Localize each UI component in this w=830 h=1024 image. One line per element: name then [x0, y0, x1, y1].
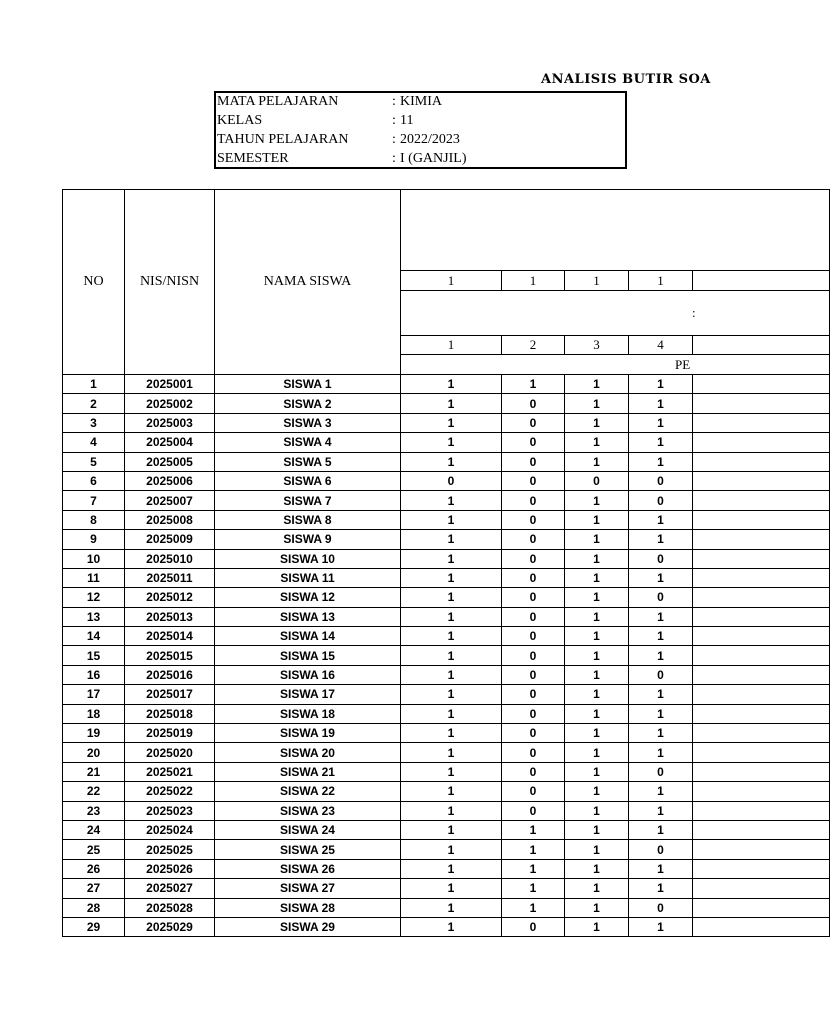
nis-cell: 2025001	[125, 375, 215, 394]
score-cell	[693, 433, 830, 452]
score-cell: 1	[401, 588, 502, 607]
score-cell	[693, 782, 830, 801]
score-cell: 1	[565, 685, 629, 704]
nis-cell: 2025022	[125, 782, 215, 801]
score-cell: 1	[502, 898, 565, 917]
score-cell: 0	[502, 704, 565, 723]
score-cell: 1	[401, 859, 502, 878]
score-cell: 1	[629, 607, 693, 626]
row-number-cell: 24	[63, 820, 125, 839]
score-cell: 1	[401, 820, 502, 839]
score-cell	[693, 801, 830, 820]
score-cell	[693, 530, 830, 549]
nis-cell: 2025011	[125, 568, 215, 587]
score-cell	[693, 704, 830, 723]
score-cell: 1	[565, 491, 629, 510]
score-cell	[693, 607, 830, 626]
table-row	[63, 917, 830, 936]
score-cell: 1	[401, 782, 502, 801]
student-name-cell: SISWA 19	[215, 724, 401, 743]
score-cell: 1	[401, 413, 502, 432]
nis-cell: 2025007	[125, 491, 215, 510]
score-cell: 0	[502, 782, 565, 801]
student-name-cell: SISWA 21	[215, 762, 401, 781]
score-cell: 1	[401, 879, 502, 898]
nis-cell: 2025010	[125, 549, 215, 568]
info-label: TAHUN PELAJARAN	[217, 132, 349, 147]
info-label: KELAS	[217, 113, 263, 128]
header-top-cell: 1	[565, 271, 629, 291]
score-cell: 1	[401, 801, 502, 820]
score-cell: 1	[502, 375, 565, 394]
score-cell	[693, 627, 830, 646]
score-cell: 1	[565, 704, 629, 723]
row-number-cell: 12	[63, 588, 125, 607]
item-number-cell: 4	[629, 336, 693, 355]
row-number-cell: 25	[63, 840, 125, 859]
score-cell: 1	[565, 898, 629, 917]
row-number-cell: 18	[63, 704, 125, 723]
score-cell: 1	[401, 917, 502, 936]
score-cell: 0	[629, 898, 693, 917]
score-cell	[693, 549, 830, 568]
score-cell: 1	[629, 724, 693, 743]
student-name-cell: SISWA 15	[215, 646, 401, 665]
table-row	[63, 375, 830, 394]
score-cell: 1	[565, 413, 629, 432]
score-cell: 1	[565, 530, 629, 549]
score-cell: 1	[401, 375, 502, 394]
student-name-cell: SISWA 17	[215, 685, 401, 704]
score-cell: 0	[502, 491, 565, 510]
row-number-cell: 5	[63, 452, 125, 471]
table-row	[63, 685, 830, 704]
nis-cell: 2025013	[125, 607, 215, 626]
table-row	[63, 762, 830, 781]
score-cell: 1	[401, 840, 502, 859]
nis-cell: 2025017	[125, 685, 215, 704]
info-row-class	[216, 112, 625, 131]
header-middle-fragment: :	[692, 305, 696, 320]
row-number-cell: 2	[63, 394, 125, 413]
info-label: MATA PELAJARAN	[217, 94, 339, 109]
score-cell: 1	[565, 840, 629, 859]
score-cell: 0	[502, 724, 565, 743]
table-row	[63, 646, 830, 665]
row-number-cell: 29	[63, 917, 125, 936]
nis-cell: 2025029	[125, 917, 215, 936]
row-number-cell: 8	[63, 510, 125, 529]
score-cell: 1	[629, 685, 693, 704]
nis-cell: 2025023	[125, 801, 215, 820]
score-table	[62, 189, 830, 937]
score-cell	[693, 879, 830, 898]
nis-cell: 2025006	[125, 471, 215, 490]
score-cell: 1	[502, 840, 565, 859]
score-cell	[693, 685, 830, 704]
info-value: I (GANJIL)	[400, 151, 467, 166]
student-name-cell: SISWA 5	[215, 452, 401, 471]
header-nis: NIS/NISN	[125, 190, 215, 375]
table-row	[63, 743, 830, 762]
student-name-cell: SISWA 14	[215, 627, 401, 646]
table-row	[63, 820, 830, 839]
score-cell: 1	[629, 530, 693, 549]
score-cell: 1	[565, 375, 629, 394]
table-row	[63, 491, 830, 510]
score-cell	[693, 510, 830, 529]
score-cell: 1	[629, 859, 693, 878]
score-cell: 0	[565, 471, 629, 490]
score-cell: 1	[629, 704, 693, 723]
nis-cell: 2025024	[125, 820, 215, 839]
score-cell: 1	[401, 549, 502, 568]
score-cell: 1	[629, 568, 693, 587]
subject-info-box	[214, 91, 627, 169]
score-cell: 1	[565, 917, 629, 936]
student-name-cell: SISWA 4	[215, 433, 401, 452]
score-cell	[693, 743, 830, 762]
score-cell: 0	[502, 917, 565, 936]
nis-cell: 2025014	[125, 627, 215, 646]
row-number-cell: 28	[63, 898, 125, 917]
score-cell: 0	[502, 685, 565, 704]
score-cell	[693, 859, 830, 878]
score-cell	[693, 491, 830, 510]
header-blank-area	[401, 190, 830, 271]
score-cell: 1	[565, 588, 629, 607]
score-cell	[693, 820, 830, 839]
score-cell: 1	[629, 627, 693, 646]
header-bottom-band	[401, 355, 830, 375]
row-number-cell: 26	[63, 859, 125, 878]
score-cell	[693, 413, 830, 432]
score-cell: 0	[629, 549, 693, 568]
score-cell: 0	[502, 801, 565, 820]
score-cell: 1	[629, 433, 693, 452]
score-cell: 1	[565, 394, 629, 413]
nis-cell: 2025009	[125, 530, 215, 549]
score-cell	[693, 394, 830, 413]
score-cell: 0	[502, 433, 565, 452]
row-number-cell: 14	[63, 627, 125, 646]
nis-cell: 2025020	[125, 743, 215, 762]
score-cell: 1	[629, 375, 693, 394]
score-cell: 1	[401, 491, 502, 510]
score-cell: 1	[401, 530, 502, 549]
score-cell: 0	[629, 471, 693, 490]
score-cell: 0	[629, 665, 693, 684]
score-cell	[693, 588, 830, 607]
row-number-cell: 16	[63, 665, 125, 684]
score-cell: 0	[502, 607, 565, 626]
score-cell: 0	[502, 568, 565, 587]
score-grid	[62, 189, 696, 937]
student-name-cell: SISWA 10	[215, 549, 401, 568]
item-number-cell: 2	[502, 336, 565, 355]
score-cell: 1	[565, 568, 629, 587]
nis-cell: 2025008	[125, 510, 215, 529]
score-cell: 0	[502, 413, 565, 432]
score-cell: 1	[629, 917, 693, 936]
header-no: NO	[63, 190, 125, 375]
score-cell	[693, 665, 830, 684]
header-top-cell: 1	[401, 271, 502, 291]
score-cell: 0	[502, 549, 565, 568]
score-cell: 1	[401, 665, 502, 684]
nis-cell: 2025002	[125, 394, 215, 413]
score-cell: 1	[401, 704, 502, 723]
score-cell: 0	[629, 588, 693, 607]
student-name-cell: SISWA 16	[215, 665, 401, 684]
student-name-cell: SISWA 24	[215, 820, 401, 839]
score-cell: 1	[565, 646, 629, 665]
score-cell: 1	[629, 879, 693, 898]
student-name-cell: SISWA 22	[215, 782, 401, 801]
table-row	[63, 704, 830, 723]
score-cell: 1	[401, 510, 502, 529]
score-cell: 1	[565, 859, 629, 878]
score-cell: 1	[401, 452, 502, 471]
score-cell: 1	[401, 607, 502, 626]
student-name-cell: SISWA 8	[215, 510, 401, 529]
row-number-cell: 27	[63, 879, 125, 898]
table-row	[63, 665, 830, 684]
score-cell: 1	[401, 568, 502, 587]
nis-cell: 2025004	[125, 433, 215, 452]
score-cell	[693, 898, 830, 917]
row-number-cell: 23	[63, 801, 125, 820]
row-number-cell: 20	[63, 743, 125, 762]
row-number-cell: 3	[63, 413, 125, 432]
table-row	[63, 879, 830, 898]
student-name-cell: SISWA 11	[215, 568, 401, 587]
row-number-cell: 4	[63, 433, 125, 452]
score-cell: 1	[401, 762, 502, 781]
table-row	[63, 588, 830, 607]
score-cell: 1	[401, 685, 502, 704]
row-number-cell: 15	[63, 646, 125, 665]
header-middle-band	[401, 291, 830, 336]
table-row	[63, 433, 830, 452]
table-row	[63, 724, 830, 743]
score-cell: 1	[565, 724, 629, 743]
info-colon: :	[392, 151, 396, 166]
score-cell: 0	[502, 394, 565, 413]
nis-cell: 2025003	[125, 413, 215, 432]
nis-cell: 2025021	[125, 762, 215, 781]
info-value: 11	[400, 113, 414, 128]
score-cell: 0	[401, 471, 502, 490]
table-row	[63, 801, 830, 820]
row-number-cell: 21	[63, 762, 125, 781]
score-cell: 1	[565, 743, 629, 762]
nis-cell: 2025027	[125, 879, 215, 898]
table-row	[63, 413, 830, 432]
item-number-cell: 1	[401, 336, 502, 355]
nis-cell: 2025028	[125, 898, 215, 917]
score-cell: 1	[629, 801, 693, 820]
score-cell: 1	[565, 452, 629, 471]
score-cell: 0	[502, 627, 565, 646]
info-row-subject	[216, 93, 625, 112]
score-cell: 1	[565, 782, 629, 801]
nis-cell: 2025005	[125, 452, 215, 471]
row-number-cell: 1	[63, 375, 125, 394]
score-cell: 0	[502, 471, 565, 490]
item-number-cell	[693, 336, 830, 355]
table-row	[63, 549, 830, 568]
score-cell: 1	[565, 665, 629, 684]
row-number-cell: 9	[63, 530, 125, 549]
score-cell	[693, 762, 830, 781]
nis-cell: 2025018	[125, 704, 215, 723]
score-cell: 0	[629, 840, 693, 859]
score-cell: 1	[401, 627, 502, 646]
score-cell: 0	[502, 510, 565, 529]
score-cell: 0	[502, 452, 565, 471]
score-cell: 1	[629, 646, 693, 665]
student-name-cell: SISWA 9	[215, 530, 401, 549]
score-cell: 1	[565, 801, 629, 820]
student-name-cell: SISWA 26	[215, 859, 401, 878]
header-bottom-fragment: PE	[675, 356, 691, 372]
score-cell: 1	[401, 646, 502, 665]
table-row	[63, 840, 830, 859]
info-row-year	[216, 131, 625, 150]
info-colon: :	[392, 94, 396, 109]
score-cell: 1	[565, 549, 629, 568]
score-cell: 1	[565, 607, 629, 626]
row-number-cell: 13	[63, 607, 125, 626]
score-cell: 0	[502, 762, 565, 781]
score-cell	[693, 917, 830, 936]
score-cell: 1	[401, 724, 502, 743]
info-value: 2022/2023	[400, 132, 460, 147]
student-name-cell: SISWA 29	[215, 917, 401, 936]
student-name-cell: SISWA 6	[215, 471, 401, 490]
info-label: SEMESTER	[217, 151, 289, 166]
row-number-cell: 11	[63, 568, 125, 587]
score-cell: 1	[629, 782, 693, 801]
student-name-cell: SISWA 27	[215, 879, 401, 898]
table-row	[63, 627, 830, 646]
student-name-cell: SISWA 3	[215, 413, 401, 432]
header-top-cell: 1	[502, 271, 565, 291]
score-cell	[693, 724, 830, 743]
score-cell	[693, 375, 830, 394]
score-cell: 1	[565, 820, 629, 839]
sheet-title: ANALISIS BUTIR SOA	[541, 72, 711, 87]
score-cell: 1	[565, 879, 629, 898]
nis-cell: 2025026	[125, 859, 215, 878]
table-row	[63, 607, 830, 626]
nis-cell: 2025015	[125, 646, 215, 665]
nis-cell: 2025019	[125, 724, 215, 743]
score-cell	[693, 471, 830, 490]
table-row	[63, 394, 830, 413]
table-row	[63, 510, 830, 529]
table-row	[63, 568, 830, 587]
score-cell: 0	[502, 743, 565, 762]
student-name-cell: SISWA 18	[215, 704, 401, 723]
score-cell: 1	[565, 433, 629, 452]
nis-cell: 2025012	[125, 588, 215, 607]
header-nama-siswa: NAMA SISWA	[215, 190, 401, 375]
score-cell	[693, 452, 830, 471]
row-number-cell: 10	[63, 549, 125, 568]
score-cell: 1	[629, 743, 693, 762]
score-cell: 0	[502, 530, 565, 549]
nis-cell: 2025025	[125, 840, 215, 859]
score-cell: 0	[629, 762, 693, 781]
student-name-cell: SISWA 7	[215, 491, 401, 510]
table-row	[63, 471, 830, 490]
score-cell	[693, 840, 830, 859]
score-cell: 1	[502, 879, 565, 898]
table-row	[63, 859, 830, 878]
info-colon: :	[392, 132, 396, 147]
student-name-cell: SISWA 25	[215, 840, 401, 859]
table-row	[63, 530, 830, 549]
score-cell: 1	[565, 627, 629, 646]
student-name-cell: SISWA 12	[215, 588, 401, 607]
score-cell: 0	[502, 646, 565, 665]
table-row	[63, 782, 830, 801]
score-cell: 1	[502, 820, 565, 839]
header-top-cell: 1	[629, 271, 693, 291]
table-row	[63, 452, 830, 471]
score-cell	[693, 646, 830, 665]
student-name-cell: SISWA 23	[215, 801, 401, 820]
score-cell: 1	[629, 452, 693, 471]
item-number-cell: 3	[565, 336, 629, 355]
score-cell: 1	[629, 510, 693, 529]
score-cell: 1	[401, 394, 502, 413]
score-cell: 1	[629, 820, 693, 839]
score-cell: 1	[401, 433, 502, 452]
row-number-cell: 19	[63, 724, 125, 743]
row-number-cell: 7	[63, 491, 125, 510]
row-number-cell: 17	[63, 685, 125, 704]
score-cell: 1	[565, 510, 629, 529]
score-cell: 1	[629, 394, 693, 413]
header-top-cell	[693, 271, 830, 291]
score-cell: 1	[502, 859, 565, 878]
info-row-semester	[216, 150, 625, 169]
info-value: KIMIA	[400, 94, 442, 109]
score-cell: 1	[565, 762, 629, 781]
nis-cell: 2025016	[125, 665, 215, 684]
score-cell	[693, 568, 830, 587]
student-name-cell: SISWA 28	[215, 898, 401, 917]
score-cell: 1	[401, 743, 502, 762]
score-cell: 1	[629, 413, 693, 432]
score-cell: 0	[629, 491, 693, 510]
score-cell: 1	[401, 898, 502, 917]
table-row	[63, 898, 830, 917]
score-cell: 0	[502, 588, 565, 607]
student-name-cell: SISWA 2	[215, 394, 401, 413]
row-number-cell: 22	[63, 782, 125, 801]
info-colon: :	[392, 113, 396, 128]
student-name-cell: SISWA 1	[215, 375, 401, 394]
student-name-cell: SISWA 20	[215, 743, 401, 762]
row-number-cell: 6	[63, 471, 125, 490]
student-name-cell: SISWA 13	[215, 607, 401, 626]
score-cell: 0	[502, 665, 565, 684]
